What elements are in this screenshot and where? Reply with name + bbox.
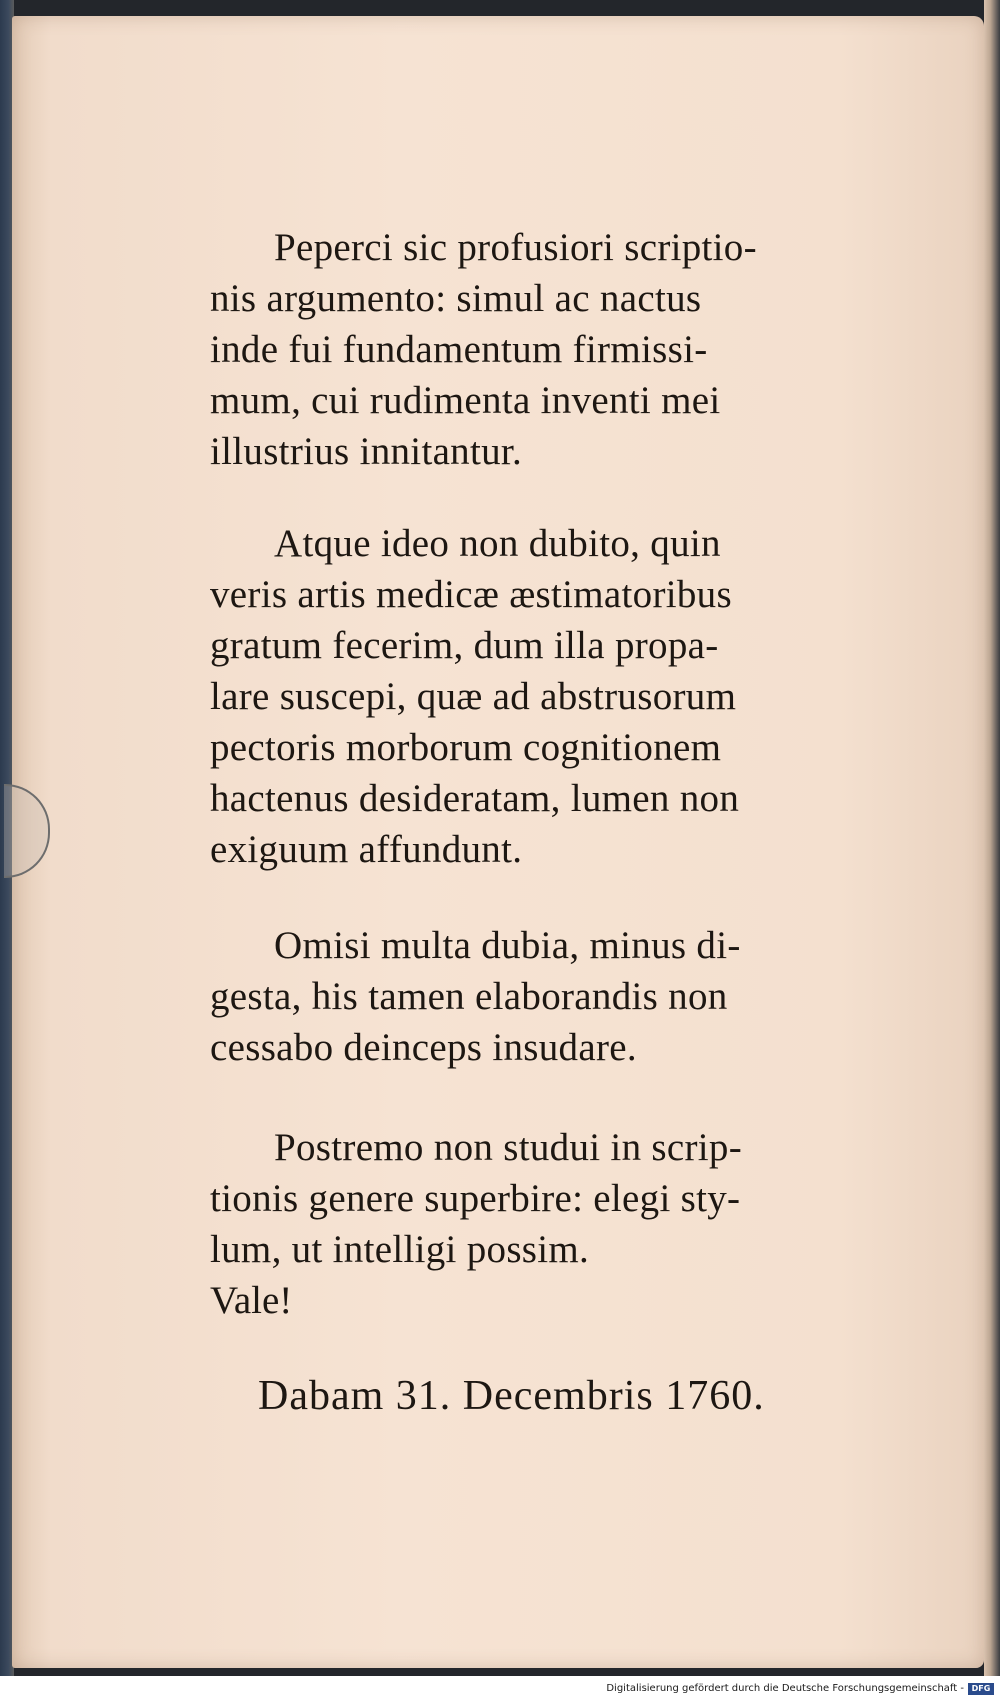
paragraph-2 xyxy=(210,518,850,875)
dateline: Dabam 31. Decembris 1760. xyxy=(258,1373,765,1419)
text-line: hactenus desideratam, lumen non xyxy=(210,777,740,820)
paragraph-1 xyxy=(210,222,850,477)
page-clip-mark xyxy=(4,784,50,878)
text-line: illustrius innitantur. xyxy=(210,430,523,473)
text-line: Peperci sic profusiori scriptio- xyxy=(274,226,757,269)
digitization-credit: Digitalisierung gefördert durch die Deutsche Forschungsgemeinschaft - xyxy=(606,1683,964,1694)
text-line: tionis genere superbire: elegi sty- xyxy=(210,1177,741,1220)
text-line: exiguum affundunt. xyxy=(210,828,523,871)
paragraph-3 xyxy=(210,920,850,1073)
text-line: inde fui fundamentum firmissi- xyxy=(210,328,708,371)
text-line: Omisi multa dubia, minus di- xyxy=(274,924,741,967)
text-line: Atque ideo non dubito, quin xyxy=(274,522,721,565)
text-line: gratum fecerim, dum illa propa- xyxy=(210,624,719,667)
text-line: veris artis medicæ æstimatoribus xyxy=(210,573,732,616)
text-line: Postremo non studui in scrip- xyxy=(274,1126,743,1169)
text-line: mum, cui rudimenta inventi mei xyxy=(210,379,721,422)
text-line: cessabo deinceps insudare. xyxy=(210,1026,637,1069)
dfg-logo-badge: DFG xyxy=(968,1683,994,1695)
text-line: lum, ut intelligi possim. xyxy=(210,1228,590,1271)
paragraph-4 xyxy=(210,1122,850,1275)
book-page-edge xyxy=(984,0,1000,1676)
closing-salutation: Vale! xyxy=(210,1279,293,1322)
text-line: pectoris morborum cognitionem xyxy=(210,726,722,769)
text-line: gesta, his tamen elaborandis non xyxy=(210,975,728,1018)
text-line: nis argumento: simul ac nactus xyxy=(210,277,702,320)
text-line: lare suscepi, quæ ad abstrusorum xyxy=(210,675,737,718)
